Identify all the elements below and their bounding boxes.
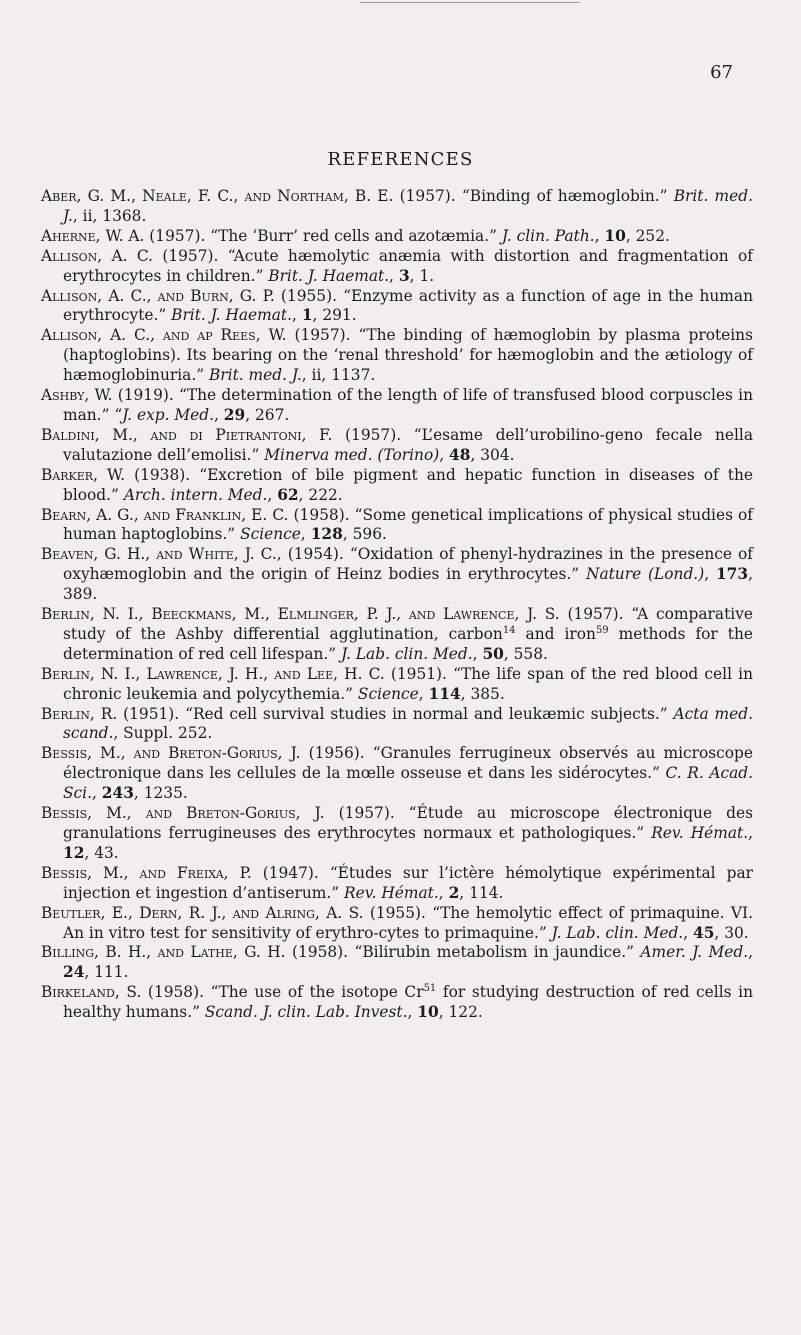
reference-title: “The binding of hæmoglobin by plasma proteins (haptoglobins). Its bearing on the ‘renal threshold’ for hæmoglobin and the ætiology of hæmoglobinuria.” bbox=[63, 326, 753, 385]
reference-authors: Berlin, R. bbox=[41, 704, 118, 723]
reference-volume-prefix: , bbox=[300, 525, 311, 544]
reference-journal: Brit. med. J. bbox=[63, 187, 754, 225]
reference-pages: , 389. bbox=[63, 565, 753, 604]
reference-title: “Étude au microscope électronique des granulations ferrugineuses des erythrocytes normaux et pathologiques.” bbox=[63, 804, 753, 842]
reference-volume: 12 bbox=[63, 843, 85, 862]
reference-title: “A comparative study of the Ashby differential agglutination, carbon bbox=[63, 605, 753, 643]
reference-year: (1957). bbox=[324, 804, 409, 823]
reference-title: “Some genetical implications of physical studies of human haptoglobins.” bbox=[63, 505, 754, 544]
reference-pages: , 1137. bbox=[321, 366, 376, 385]
reference-volume: 62 bbox=[277, 485, 299, 504]
reference-volume-prefix: , Suppl. bbox=[113, 724, 179, 743]
reference-volume: 1 bbox=[301, 306, 313, 325]
reference-title: “The hemolytic effect of primaquine. VI. An in vitro test for sensitivity of erythro-cytes to primaquine.” bbox=[63, 903, 754, 942]
reference-pages: , 558. bbox=[503, 644, 548, 663]
reference-authors: Ashby, W. bbox=[41, 386, 113, 405]
reference-title: “The ‘Burr’ red cells and azotæmia.” bbox=[210, 226, 502, 245]
reference-pages: , 596. bbox=[342, 525, 387, 544]
reference-volume: 2 bbox=[448, 883, 460, 902]
reference-volume-prefix: , ii bbox=[301, 366, 322, 385]
reference-entry bbox=[41, 287, 753, 327]
reference-volume-prefix: , bbox=[439, 445, 450, 464]
reference-title: methods for the determination of red cell lifespan.” bbox=[63, 624, 753, 663]
section-heading: REFERENCES bbox=[327, 149, 474, 170]
reference-title: “The life span of the red blood cell in chronic leukemia and polycythemia.” bbox=[63, 664, 753, 703]
reference-authors: Birkeland, S. bbox=[41, 983, 142, 1002]
reference-pages: , 385. bbox=[460, 684, 505, 703]
reference-entry bbox=[41, 506, 753, 546]
reference-pages: , 304. bbox=[470, 445, 515, 464]
reference-journal: Brit. med. J. bbox=[209, 366, 302, 385]
reference-authors: Barker, W. bbox=[41, 465, 126, 484]
scan-edge-line bbox=[360, 2, 580, 3]
reference-volume-prefix: , bbox=[267, 485, 278, 504]
reference-authors: Bessis, M., and Breton-Gorius, J. bbox=[41, 744, 301, 763]
reference-entry bbox=[41, 227, 753, 247]
reference-title: “Bilirubin metabolism in jaundice.” bbox=[354, 943, 641, 962]
reference-entry bbox=[41, 247, 753, 287]
reference-journal: Acta med. scand. bbox=[63, 704, 753, 743]
reference-volume: 10 bbox=[604, 226, 626, 245]
reference-journal: Minerva med. (Torino) bbox=[264, 445, 440, 464]
reference-volume: 243 bbox=[101, 784, 134, 803]
reference-journal: Scand. J. clin. Lab. Invest. bbox=[204, 1003, 408, 1022]
reference-volume: 50 bbox=[482, 644, 504, 663]
reference-title: “Acute hæmolytic anæmia with distortion and fragmentation of erythrocytes in children.” bbox=[63, 246, 753, 285]
reference-title: “Études sur l’ictère hémolytique expérimental par injection et ingestion d’antiserum.” bbox=[63, 863, 753, 902]
reference-title: and iron bbox=[515, 624, 596, 643]
reference-volume: 3 bbox=[398, 266, 410, 285]
reference-authors: Beutler, E., Dern, R. J., and Alring, A. S. bbox=[41, 903, 364, 922]
reference-authors: Aherne, W. A. bbox=[41, 226, 145, 245]
reference-year: (1958). bbox=[285, 943, 355, 962]
reference-title: “The use of the isotope Cr bbox=[210, 983, 424, 1002]
reference-year: (1957). bbox=[286, 326, 359, 345]
reference-year: (1956). bbox=[300, 744, 373, 763]
reference-pages: 252. bbox=[178, 724, 213, 743]
reference-entry bbox=[41, 187, 753, 227]
reference-journal: Brit. J. Haemat. bbox=[171, 306, 293, 325]
reference-pages: , 111. bbox=[84, 963, 129, 982]
reference-year: (1938). bbox=[125, 465, 200, 484]
reference-journal: J. exp. Med. bbox=[122, 405, 214, 424]
reference-volume: 24 bbox=[63, 963, 85, 982]
reference-journal: Arch. intern. Med. bbox=[123, 485, 268, 504]
reference-volume-prefix: , bbox=[407, 1003, 418, 1022]
reference-title: “Binding of hæmoglobin.” bbox=[461, 187, 674, 205]
reference-journal: C. R. Acad. Sci. bbox=[63, 764, 753, 803]
reference-entry bbox=[41, 744, 753, 804]
reference-volume: 29 bbox=[223, 405, 246, 424]
reference-title: “Oxidation of phenyl-hydrazines in the presence of oxyhæmoglobin and the origin of Heinz bodies in erythrocytes.” bbox=[63, 545, 753, 584]
reference-journal: J. Lab. clin. Med. bbox=[551, 923, 684, 942]
reference-entry bbox=[41, 983, 753, 1023]
reference-authors: Allison, A. C., and Burn, G. P. bbox=[41, 286, 275, 305]
reference-journal: J. clin. Path. bbox=[501, 226, 595, 245]
reference-entry bbox=[41, 904, 753, 944]
reference-pages: , 114. bbox=[459, 883, 504, 902]
reference-volume: 48 bbox=[449, 445, 471, 464]
reference-volume: 10 bbox=[417, 1003, 439, 1022]
reference-title: “Red cell survival studies in normal and leukæmic subjects.” bbox=[185, 704, 674, 723]
reference-volume-prefix: , bbox=[438, 883, 449, 902]
reference-authors: Bessis, M., and Freixa, P. bbox=[41, 863, 252, 882]
reference-list bbox=[41, 187, 753, 1023]
reference-entry bbox=[41, 705, 753, 745]
superscript: 59 bbox=[595, 624, 609, 636]
reference-authors: Bearn, A. G., and Franklin, E. C. bbox=[41, 505, 289, 524]
page-number: 67 bbox=[710, 62, 733, 83]
reference-authors: Berlin, N. I., Lawrence, J. H., and Lee, H. C. bbox=[41, 664, 385, 683]
reference-year: (1957). bbox=[152, 246, 228, 265]
reference-volume-prefix: , bbox=[91, 784, 102, 803]
reference-pages: , 43. bbox=[84, 843, 119, 862]
superscript: 51 bbox=[423, 983, 437, 995]
reference-entry bbox=[41, 605, 753, 665]
reference-volume-prefix: , bbox=[214, 405, 224, 424]
reference-title: “The determination of the length of life of transfused blood corpuscles in man.” “ bbox=[63, 386, 753, 424]
reference-year: (1955). bbox=[274, 286, 344, 305]
reference-year: (1958). bbox=[141, 983, 211, 1002]
reference-pages: , 1. bbox=[409, 266, 435, 285]
reference-volume-prefix: , bbox=[748, 943, 754, 962]
reference-journal: J. Lab. clin. Med. bbox=[341, 644, 473, 663]
reference-volume-prefix: , bbox=[389, 266, 399, 285]
reference-title: “Excretion of bile pigment and hepatic function in diseases of the blood.” bbox=[63, 465, 754, 504]
reference-volume-prefix: , bbox=[292, 306, 302, 325]
reference-volume: 128 bbox=[310, 525, 343, 544]
reference-authors: Allison, A. C., and ap Rees, W. bbox=[41, 326, 287, 345]
reference-year: (1919). bbox=[112, 386, 179, 405]
reference-pages: , 267. bbox=[245, 405, 290, 424]
reference-year: (1947). bbox=[251, 863, 330, 882]
reference-year: (1951). bbox=[117, 704, 186, 723]
reference-title: “L’esame dell’urobilino-geno fecale nella valutazione dell’emolisi.” bbox=[63, 425, 754, 464]
reference-authors: Billing, B. H., and Lathe, G. H. bbox=[41, 943, 286, 962]
reference-entry bbox=[41, 943, 753, 983]
reference-year: (1957). bbox=[559, 605, 632, 624]
reference-volume: 173 bbox=[715, 565, 749, 584]
reference-entry bbox=[41, 386, 753, 426]
reference-volume-prefix: , ii bbox=[72, 206, 93, 225]
reference-pages: , 222. bbox=[298, 485, 343, 504]
reference-title: “Enzyme activity as a function of age in the human erythrocyte.” bbox=[63, 286, 753, 325]
reference-entry bbox=[41, 864, 753, 904]
reference-journal: Rev. Hémat. bbox=[344, 883, 439, 902]
reference-year: (1951). bbox=[384, 664, 454, 683]
reference-entry bbox=[41, 665, 753, 705]
reference-entry bbox=[41, 804, 753, 864]
reference-journal: Amer. J. Med. bbox=[640, 943, 749, 962]
reference-volume-prefix: , bbox=[683, 923, 693, 942]
reference-authors: Aber, G. M., Neale, F. C., and Northam, B. E. bbox=[41, 187, 394, 205]
reference-volume: 114 bbox=[428, 684, 461, 703]
reference-volume: 45 bbox=[693, 923, 715, 942]
reference-entry bbox=[41, 466, 753, 506]
reference-volume-prefix: , bbox=[472, 644, 483, 663]
reference-entry bbox=[41, 326, 753, 386]
reference-authors: Baldini, M., and di Pietrantoni, F. bbox=[41, 425, 333, 444]
superscript: 14 bbox=[502, 624, 516, 636]
reference-journal: Brit. J. Haemat. bbox=[268, 266, 390, 285]
reference-year: (1954). bbox=[281, 545, 350, 564]
reference-journal: Nature (Lond.) bbox=[585, 565, 705, 584]
reference-year: (1957). bbox=[332, 425, 414, 444]
reference-pages: , 1368. bbox=[92, 206, 147, 225]
reference-journal: Science bbox=[357, 684, 419, 703]
reference-year: (1957). bbox=[144, 226, 211, 245]
reference-authors: Bessis, M., and Breton-Gorius, J. bbox=[41, 804, 325, 823]
reference-year: (1957). bbox=[393, 187, 462, 205]
reference-pages: , 122. bbox=[438, 1003, 483, 1022]
reference-pages: , 30. bbox=[714, 923, 749, 942]
reference-entry bbox=[41, 545, 753, 605]
reference-volume-prefix: , bbox=[704, 565, 716, 584]
reference-journal: Science bbox=[240, 525, 301, 544]
reference-volume-prefix: , bbox=[748, 824, 753, 842]
reference-pages: , 291. bbox=[312, 306, 357, 325]
reference-pages: , 1235. bbox=[133, 784, 188, 803]
reference-journal: Rev. Hémat. bbox=[651, 824, 749, 842]
reference-authors: Beaven, G. H., and White, J. C., bbox=[41, 545, 282, 564]
reference-volume-prefix: , bbox=[594, 226, 605, 245]
reference-volume-prefix: , bbox=[418, 684, 429, 703]
reference-title: “Granules ferrugineux observés au microscope électronique dans les cellules de la mœlle osseuse et dans les sidérocytes.” bbox=[63, 744, 753, 783]
reference-title: for studying destruction of red cells in healthy humans.” bbox=[63, 983, 753, 1022]
reference-entry bbox=[41, 426, 753, 466]
reference-year: (1958). bbox=[288, 505, 355, 524]
reference-pages: , 252. bbox=[625, 226, 670, 245]
reference-authors: Allison, A. C. bbox=[41, 246, 153, 265]
reference-authors: Berlin, N. I., Beeckmans, M., Elmlinger, P. J., and Lawrence, J. S. bbox=[41, 605, 560, 624]
reference-year: (1955). bbox=[363, 903, 433, 922]
